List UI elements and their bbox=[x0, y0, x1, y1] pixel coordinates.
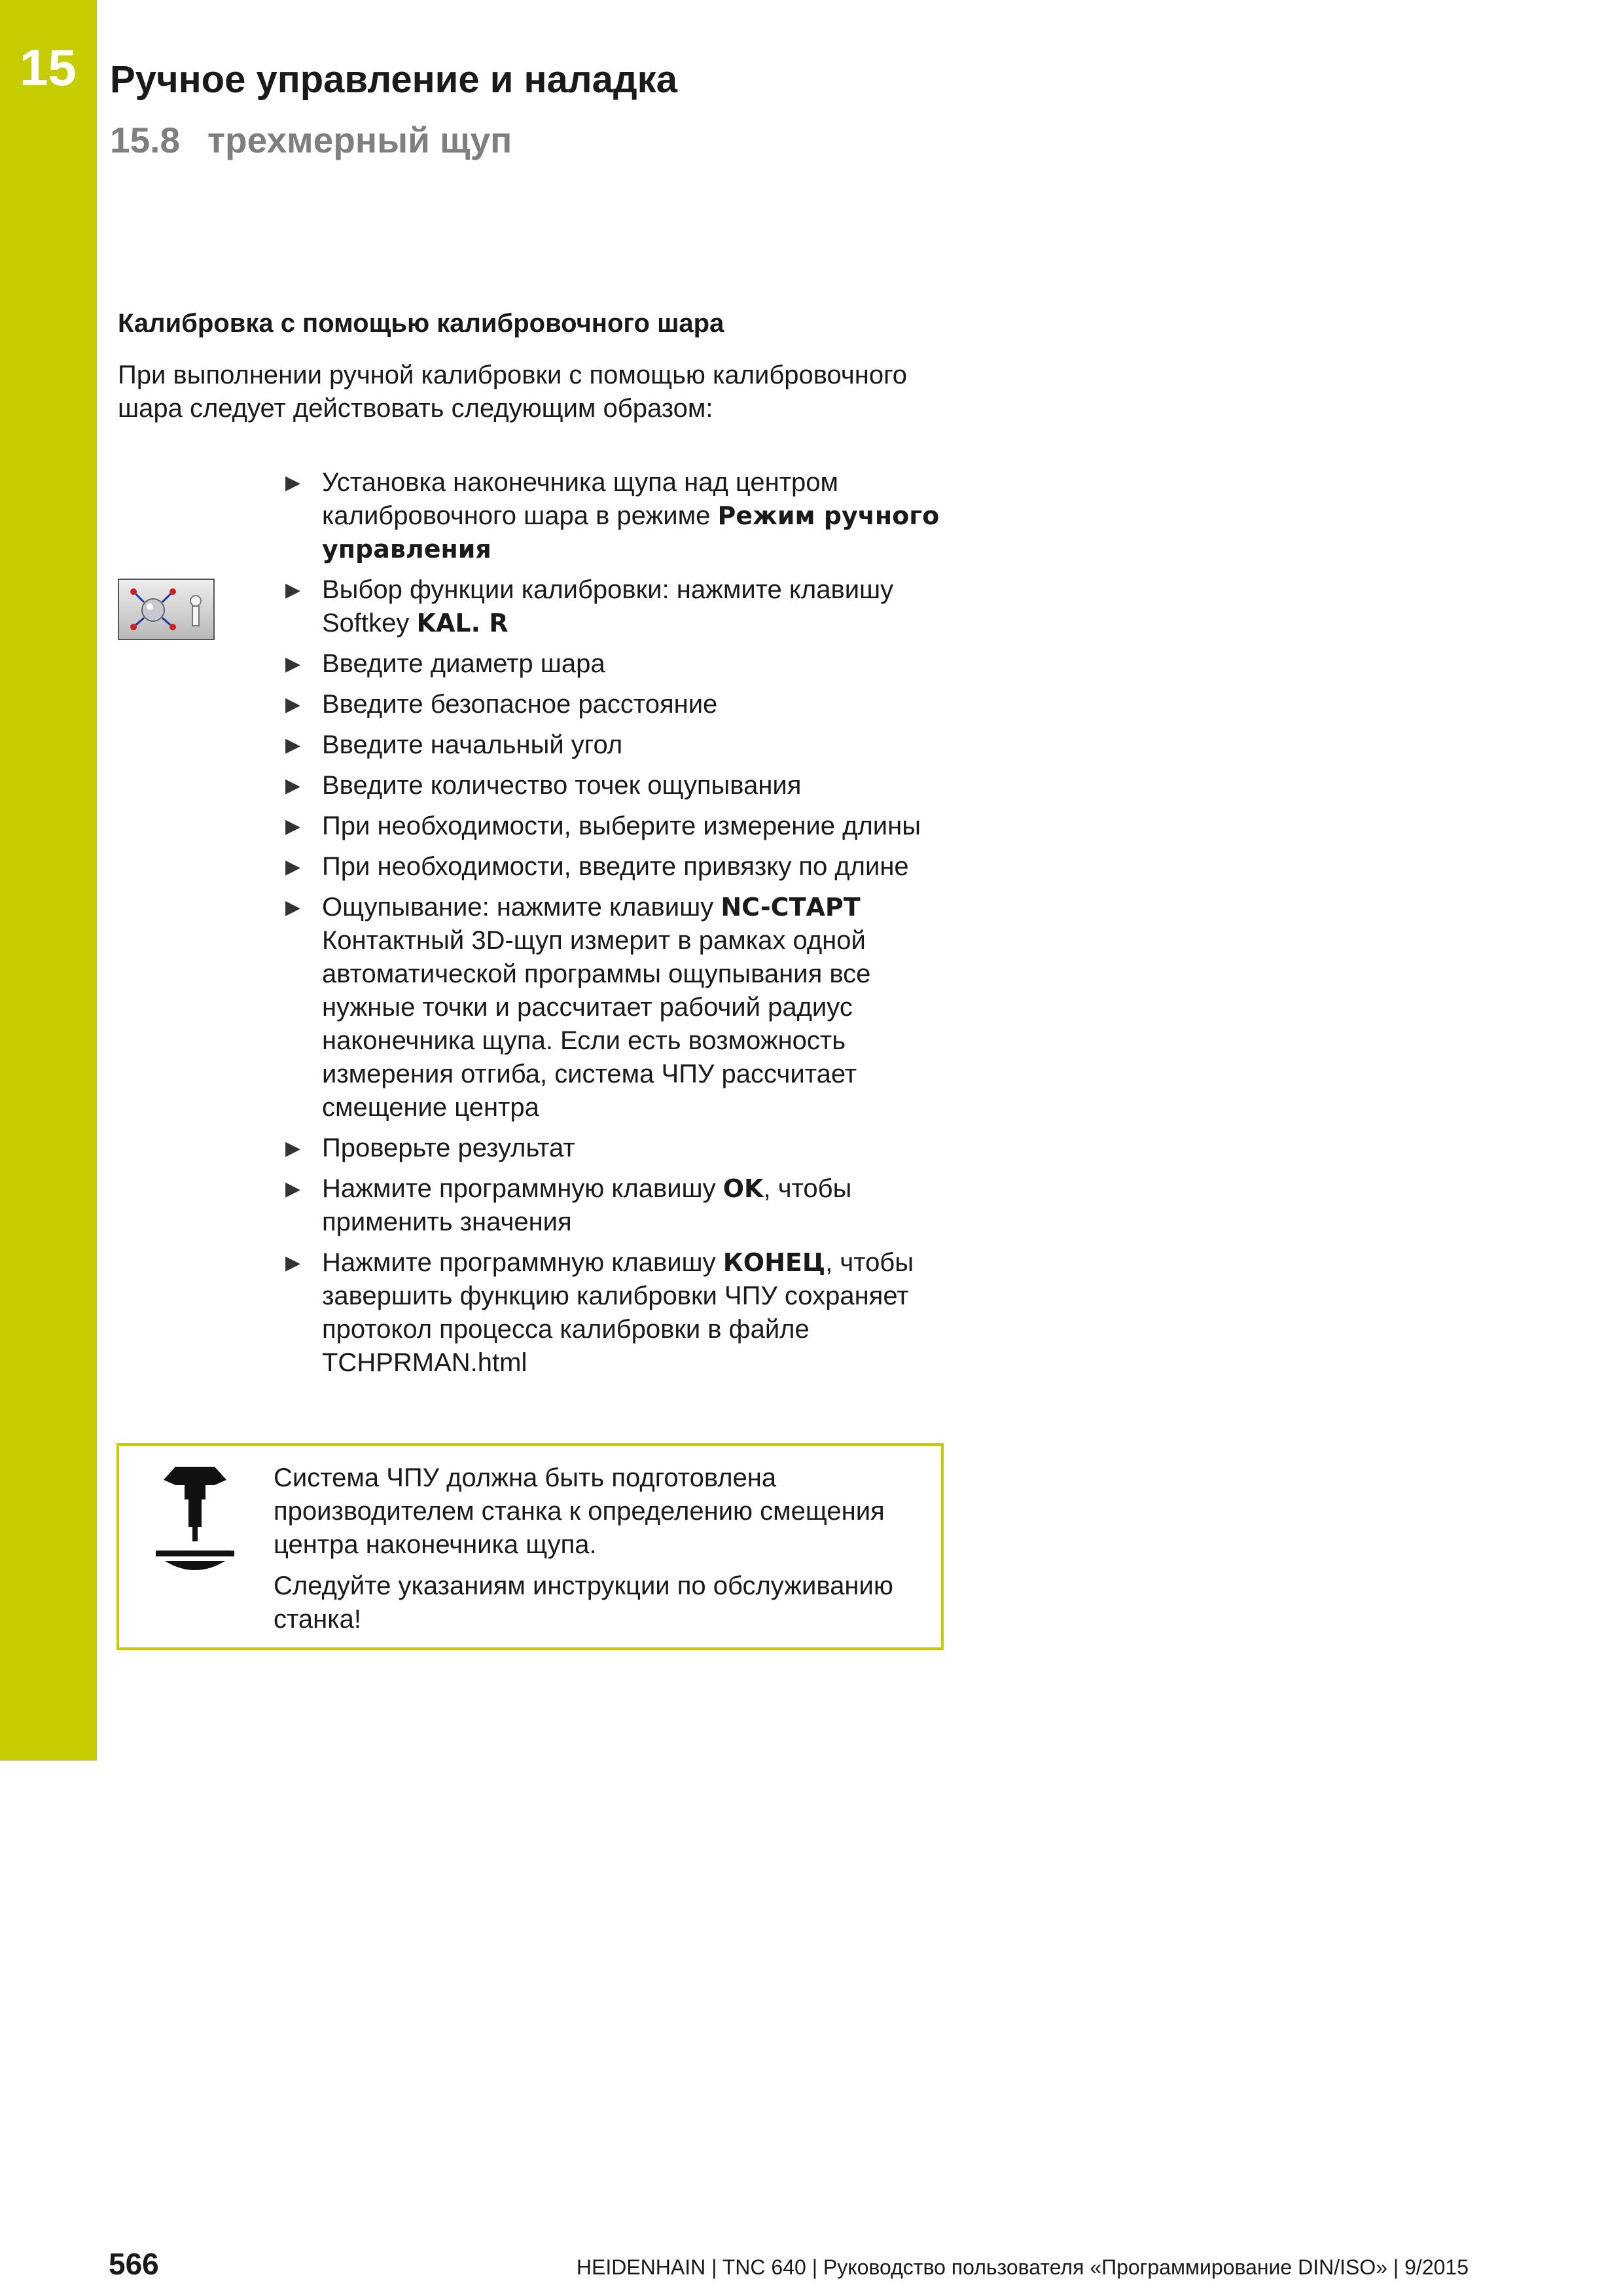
step-list bbox=[281, 466, 962, 1387]
key-name: Режим ручного управления bbox=[322, 501, 940, 564]
section-name: трехмерный щуп bbox=[207, 120, 512, 160]
note-paragraph: Система ЧПУ должна быть подготовлена производителем станка к определению смещения центра наконечника щупа. bbox=[274, 1463, 885, 1559]
note-paragraph: Следуйте указаниям инструкции по обслуживанию станка! bbox=[274, 1571, 893, 1634]
step-item bbox=[281, 466, 962, 566]
page-number: 566 bbox=[109, 2247, 159, 2281]
step-text-after: , чтобы применить значения bbox=[322, 1174, 852, 1236]
step-text-after: , чтобы завершить функцию калибровки ЧПУ сохраняет протокол процесса калибровки в файле TCHPRMAN.html bbox=[322, 1248, 914, 1377]
step-item bbox=[281, 688, 962, 721]
step-text: При необходимости, введите привязку по длине bbox=[322, 852, 909, 881]
key-name: KAL. R bbox=[416, 609, 508, 637]
arrow-icon: ▶ bbox=[285, 472, 301, 493]
step-text: Ощупывание: нажмите клавишу bbox=[322, 893, 721, 922]
arrow-icon: ▶ bbox=[285, 1252, 301, 1274]
section-number: 15.8 bbox=[110, 120, 181, 160]
key-name: NC-СТАРТ bbox=[721, 893, 861, 922]
step-item bbox=[281, 810, 962, 843]
step-text: Установка наконечника щупа над центром калибровочного шара в режиме bbox=[322, 468, 839, 530]
calibration-sphere-softkey-icon bbox=[118, 579, 215, 640]
arrow-icon: ▶ bbox=[285, 1138, 301, 1159]
step-text: Нажмите программную клавишу bbox=[322, 1248, 723, 1277]
step-text: Введите безопасное расстояние bbox=[322, 690, 718, 719]
arrow-icon: ▶ bbox=[285, 897, 301, 918]
arrow-icon: ▶ bbox=[285, 856, 301, 878]
step-detail: Контактный 3D-щуп измерит в рамках одной автоматической программы ощупывания все нужные точки и рассчитает рабочий радиус наконечника щупа. Если есть возможность измерения отгиба, система ЧПУ рассчитает смещение центра bbox=[322, 926, 871, 1122]
arrow-icon: ▶ bbox=[285, 579, 301, 601]
step-text: Выбор функции калибровки: нажмите клавишу Softkey bbox=[322, 575, 894, 637]
step-text: Введите диаметр шара bbox=[322, 649, 605, 678]
step-item bbox=[281, 850, 962, 884]
arrow-icon: ▶ bbox=[285, 694, 301, 715]
note-text bbox=[274, 1462, 928, 1644]
step-item bbox=[281, 1132, 962, 1165]
step-text: Введите количество точек ощупывания bbox=[322, 771, 802, 800]
subheading: Калибровка с помощью калибровочного шара bbox=[118, 309, 724, 338]
key-name: КОНЕЦ bbox=[722, 1248, 826, 1277]
step-item bbox=[281, 573, 962, 640]
arrow-icon: ▶ bbox=[285, 653, 301, 675]
chapter-sidebar bbox=[0, 0, 97, 1761]
step-item bbox=[281, 891, 962, 1124]
chapter-number: 15 bbox=[20, 39, 77, 96]
step-text: При необходимости, выберите измерение длины bbox=[322, 812, 921, 840]
step-item bbox=[281, 1172, 962, 1239]
section-title bbox=[110, 119, 512, 161]
step-item bbox=[281, 647, 962, 681]
arrow-icon: ▶ bbox=[285, 816, 301, 837]
step-item bbox=[281, 769, 962, 802]
step-text: Нажмите программную клавишу bbox=[322, 1174, 723, 1203]
step-text: Введите начальный угол bbox=[322, 730, 623, 759]
step-item bbox=[281, 728, 962, 762]
step-item bbox=[281, 1246, 962, 1380]
intro-paragraph: При выполнении ручной калибровки с помощью калибровочного шара следует действовать следующим образом: bbox=[118, 361, 908, 423]
arrow-icon: ▶ bbox=[285, 1178, 301, 1200]
arrow-icon: ▶ bbox=[285, 775, 301, 797]
machine-tool-icon bbox=[156, 1463, 234, 1584]
footer-text: HEIDENHAIN | TNC 640 | Руководство пользователя «Программирование DIN/ISO» | 9/2015 bbox=[576, 2255, 1469, 2279]
arrow-icon: ▶ bbox=[285, 734, 301, 756]
step-text: Проверьте результат bbox=[322, 1134, 575, 1162]
machine-note-box bbox=[116, 1443, 944, 1650]
chapter-title: Ручное управление и наладка bbox=[110, 58, 677, 101]
key-name: OK bbox=[722, 1174, 764, 1203]
